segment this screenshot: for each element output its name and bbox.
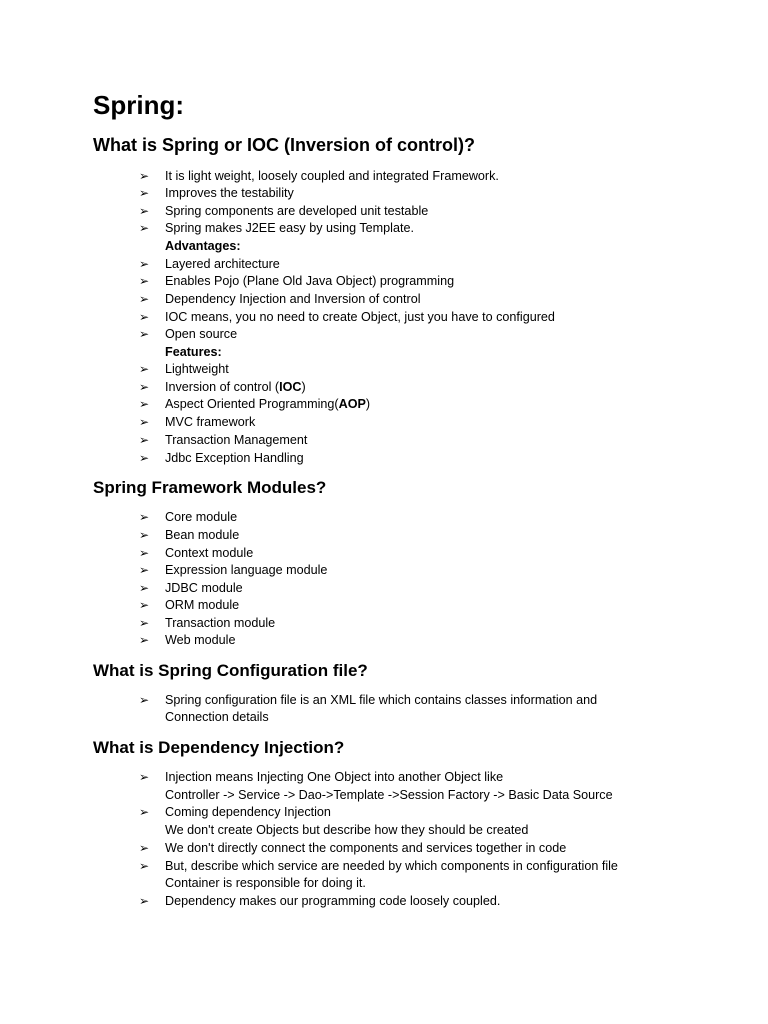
arrow-bullet-icon: ➢ xyxy=(139,380,150,394)
arrow-bullet-icon: ➢ xyxy=(139,693,150,707)
list-item: ➢ Injection means Injecting One Object into another Object like xyxy=(139,770,504,784)
heading-config: What is Spring Configuration file? xyxy=(93,661,368,680)
list-item: ➢ We don't directly connect the components and services together in code xyxy=(139,841,567,855)
arrow-bullet-icon: ➢ xyxy=(139,257,150,271)
arrow-bullet-icon: ➢ xyxy=(139,805,150,819)
list-item: ➢ Jdbc Exception Handling xyxy=(139,451,304,465)
list-item: ➢ Spring configuration file is an XML file which contains classes information and xyxy=(139,693,598,707)
arrow-bullet-icon: ➢ xyxy=(139,292,150,306)
list-item: ➢ Bean module xyxy=(139,528,240,542)
advantages-label: Advantages: xyxy=(165,239,241,253)
arrow-bullet-icon: ➢ xyxy=(139,169,150,183)
list-item: ➢ Inversion of control (IOC) xyxy=(139,380,306,394)
list-item-continuation: Container is responsible for doing it. xyxy=(165,876,366,890)
list-item: ➢ Transaction module xyxy=(139,616,276,630)
list-item: ➢ MVC framework xyxy=(139,415,256,429)
features-label: Features: xyxy=(165,345,222,359)
list-item: ➢ Dependency Injection and Inversion of control xyxy=(139,292,421,306)
list-item: ➢ Open source xyxy=(139,327,238,341)
list-item: ➢ Improves the testability xyxy=(139,186,294,200)
arrow-bullet-icon: ➢ xyxy=(139,327,150,341)
list-item-continuation: We don't create Objects but describe how they should be created xyxy=(165,823,529,837)
list-item: ➢ Dependency makes our programming code loosely coupled. xyxy=(139,894,501,908)
arrow-bullet-icon: ➢ xyxy=(139,274,150,288)
arrow-bullet-icon: ➢ xyxy=(139,451,150,465)
arrow-bullet-icon: ➢ xyxy=(139,894,150,908)
list-item: ➢ Enables Pojo (Plane Old Java Object) programming xyxy=(139,274,455,288)
arrow-bullet-icon: ➢ xyxy=(139,397,150,411)
list-item: ➢ JDBC module xyxy=(139,581,243,595)
arrow-bullet-icon: ➢ xyxy=(139,563,150,577)
list-item: ➢ IOC means, you no need to create Object, just you have to configured xyxy=(139,310,555,324)
list-item: ➢ Coming dependency Injection xyxy=(139,805,331,819)
heading-modules: Spring Framework Modules? xyxy=(93,478,327,497)
arrow-bullet-icon: ➢ xyxy=(139,859,150,873)
list-item: ➢ Spring makes J2EE easy by using Template. xyxy=(139,221,414,235)
list-item: ➢ Expression language module xyxy=(139,563,328,577)
list-item-continuation: Controller -> Service -> Dao->Template ->Session Factory -> Basic Data Source xyxy=(165,788,613,802)
arrow-bullet-icon: ➢ xyxy=(139,221,150,235)
arrow-bullet-icon: ➢ xyxy=(139,510,150,524)
arrow-bullet-icon: ➢ xyxy=(139,616,150,630)
arrow-bullet-icon: ➢ xyxy=(139,546,150,560)
list-item: ➢ Layered architecture xyxy=(139,257,280,271)
list-item: ➢ Web module xyxy=(139,633,236,647)
list-item: ➢ Core module xyxy=(139,510,238,524)
arrow-bullet-icon: ➢ xyxy=(139,633,150,647)
arrow-bullet-icon: ➢ xyxy=(139,415,150,429)
arrow-bullet-icon: ➢ xyxy=(139,433,150,447)
arrow-bullet-icon: ➢ xyxy=(139,204,150,218)
arrow-bullet-icon: ➢ xyxy=(139,310,150,324)
list-item: ➢ It is light weight, loosely coupled and integrated Framework. xyxy=(139,169,499,183)
heading-ioc: What is Spring or IOC (Inversion of control)? xyxy=(93,135,475,155)
heading-di: What is Dependency Injection? xyxy=(93,738,345,757)
arrow-bullet-icon: ➢ xyxy=(139,186,150,200)
list-item: ➢ Aspect Oriented Programming(AOP) xyxy=(139,397,371,411)
arrow-bullet-icon: ➢ xyxy=(139,770,150,784)
arrow-bullet-icon: ➢ xyxy=(139,581,150,595)
list-item: ➢ Lightweight xyxy=(139,362,229,376)
list-item: ➢ But, describe which service are needed by which components in configuration file xyxy=(139,859,618,873)
list-item: ➢ Transaction Management xyxy=(139,433,308,447)
arrow-bullet-icon: ➢ xyxy=(139,598,150,612)
page-title: Spring: xyxy=(93,90,184,120)
list-item: ➢ Spring components are developed unit testable xyxy=(139,204,429,218)
list-item: ➢ ORM module xyxy=(139,598,240,612)
arrow-bullet-icon: ➢ xyxy=(139,841,150,855)
list-item-continuation: Connection details xyxy=(165,710,269,724)
arrow-bullet-icon: ➢ xyxy=(139,362,150,376)
list-item: ➢ Context module xyxy=(139,546,254,560)
arrow-bullet-icon: ➢ xyxy=(139,528,150,542)
